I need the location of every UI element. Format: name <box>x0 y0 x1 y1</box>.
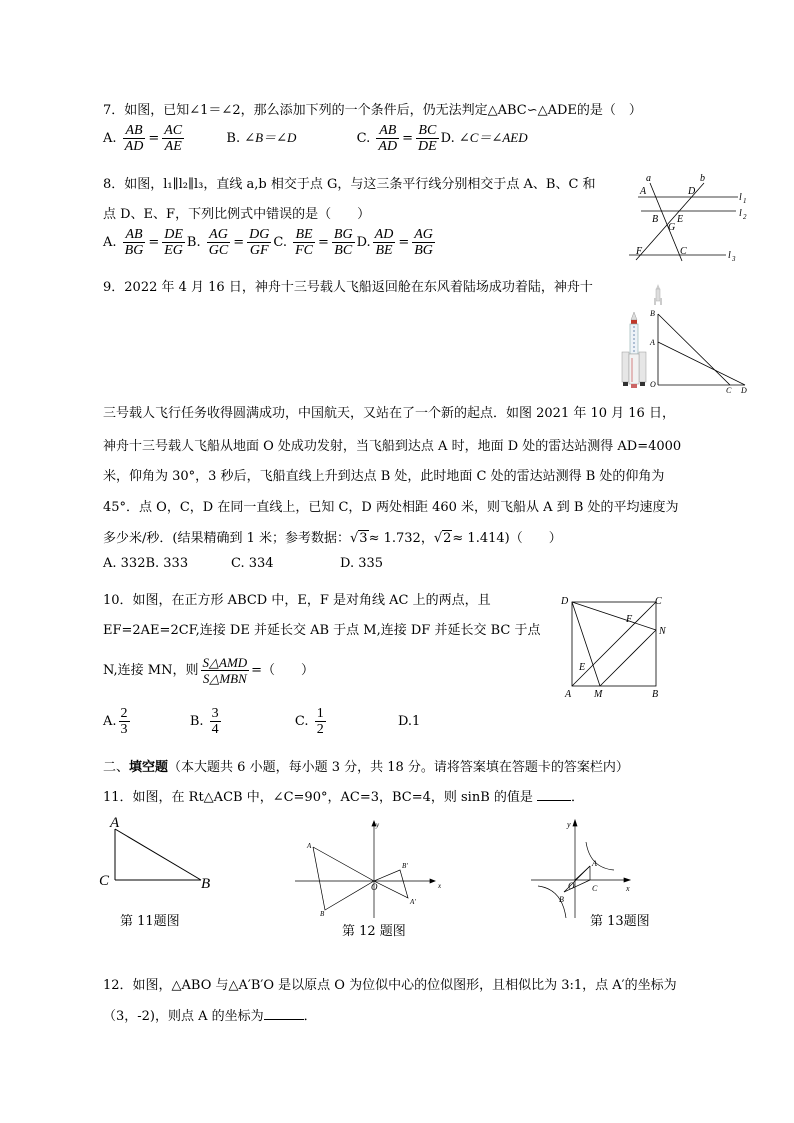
label-y: y <box>376 821 380 829</box>
label-M: M <box>594 689 603 700</box>
q11-figure-caption: 第 11题图 <box>120 914 180 929</box>
q10-option-b-frac: $\frac{3}{4}$ <box>211 706 219 737</box>
q9-line6-text: 多少米/秒．(结果精确到 1 米；参考数据： <box>103 531 350 546</box>
q7-option-c-label: C. <box>356 131 371 146</box>
q8-option-d-lhs: $\frac{AD}{BE}$ <box>374 227 394 258</box>
q10-option-a-label: A. <box>103 714 117 729</box>
label-l2: l <box>739 208 742 219</box>
label-x: x <box>626 884 630 893</box>
label-B: B <box>559 895 564 904</box>
q9-stem-line4: 米，仰角为 30°，3 秒后，飞船直线上升到达点 B 处，此时地面 C 处的雷达站测得 B 处的仰角为 <box>103 469 665 484</box>
q9-stem-line2: 三号载人飞行任务收得圆满成功，中国航天，又站在了一个新的起点．如图 2021 年 10 月 16 日， <box>103 406 675 421</box>
q8-option-a-rhs: $\frac{DE}{EG}$ <box>164 227 183 258</box>
q11-answer-blank[interactable] <box>537 788 571 801</box>
q12-line2-text: （3，-2)，则点 A 的坐标为 <box>103 1009 264 1024</box>
sqrt2-radicand: 2 <box>443 531 452 546</box>
sqrt-icon: √ <box>350 531 359 546</box>
q7-options: A. $\frac{AB}{AD}$ = $\frac{AC}{AE}$ B. ∠B＝∠D C. $\frac{AB}{AD}$ = $\frac{BC}{DE}$ D. ∠C＝∠AED <box>103 123 528 154</box>
q10-option-c-frac: $\frac{1}{2}$ <box>316 706 324 737</box>
label-C: C <box>99 873 110 889</box>
label-A: A <box>307 842 312 850</box>
q10-option-d: D.1 <box>397 714 421 729</box>
label-A: A <box>650 338 655 347</box>
label-F: F <box>626 614 633 625</box>
q12-stem-line1: 12．如图，△ABO 与△A′B′O 是以原点 O 为位似中心的位似图形，且相似比为 3:1，点 A′的坐标为 <box>103 978 677 993</box>
label-O: O <box>371 882 378 892</box>
q10-option-c-label: C. <box>294 714 309 729</box>
section2-heading <box>103 756 629 775</box>
label-l3: l <box>728 250 731 261</box>
sqrt3-radicand: 3 <box>359 531 368 546</box>
label-D: D <box>561 596 569 607</box>
q7-option-c-rhs: $\frac{BC}{DE}$ <box>418 123 437 154</box>
q7-option-a-rhs: $\frac{AC}{AE}$ <box>164 123 183 154</box>
q11-stem-end: ． <box>571 790 585 805</box>
label-E: E <box>677 214 684 225</box>
q9-option-ab: A. 332B. 333 <box>103 556 189 571</box>
label-A: A <box>110 815 120 831</box>
q7-option-b-text: ∠B＝∠D <box>244 130 297 145</box>
q9-radar-figure <box>650 308 750 393</box>
label-O: O <box>650 380 656 389</box>
label-C: C <box>680 246 687 257</box>
label-B: B <box>320 910 325 918</box>
q8-option-a-lhs: $\frac{AB}{BG}$ <box>124 227 144 258</box>
q10-stem-line2: EF=2AE=2CF,连接 DE 并延长交 AB 于点 M,连接 DF 并延长交 BC 于点 <box>103 623 541 638</box>
label-O: O <box>568 881 575 891</box>
label-C: C <box>726 386 732 395</box>
svg-text:3: 3 <box>732 255 736 263</box>
q7-option-a-label: A. <box>103 131 117 146</box>
q8-option-b-rhs: $\frac{DG}{GF}$ <box>249 227 270 258</box>
rocket-small-icon <box>653 284 663 308</box>
q10-stem-line3 <box>103 655 314 686</box>
q10-line3-post: =（ ） <box>251 663 315 678</box>
q8-option-b-lhs: $\frac{AG}{GC}$ <box>208 227 229 258</box>
label-B: B <box>201 876 211 892</box>
label-x: x <box>438 882 442 890</box>
q12-answer-blank[interactable] <box>264 1007 304 1020</box>
q8-stem-line1: 8．如图，l₁∥l₂∥l₃，直线 a,b 相交于点 G，与这三条平行线分别相交于点 A、B、C 和 <box>103 177 596 192</box>
label-B: B <box>652 689 659 700</box>
q9-option-d: D. 335 <box>340 556 384 571</box>
sqrt3-approx: ≈ 1.732， <box>368 531 434 546</box>
label-C: C <box>655 596 662 607</box>
q8-options: A. $\frac{AB}{BG}$ = $\frac{DE}{EG}$ B. $\frac{AG}{GC}$ = $\frac{DG}{GF}$ C. $\frac{BE}{FC}$ = $\frac{BG}{BC}$ D. $\frac{AD}{BE}$ = $\frac{AG}{BG}$ <box>103 227 433 258</box>
q8-option-d-label: D. <box>356 235 371 250</box>
q13-figure-caption: 第 13题图 <box>590 914 650 929</box>
q8-option-c-lhs: $\frac{BE}{FC}$ <box>295 227 313 258</box>
rocket-illustration <box>614 310 654 390</box>
q9-stem-line5: 45°．点 O，C，D 在同一直线上，已知 C，D 两处相距 460 米，则飞船从 A 到 B 处的平均速度为 <box>103 500 679 515</box>
q7-option-c-lhs: $\frac{AB}{AD}$ <box>378 123 398 154</box>
label-y: y <box>567 820 571 829</box>
label-N: N <box>659 626 666 637</box>
q12-stem-line2 <box>103 1005 317 1024</box>
label-b: b <box>700 173 705 184</box>
q12-line2-end: ． <box>303 1009 317 1024</box>
q9-option-c: C. 334 <box>231 556 274 571</box>
label-F: F <box>636 246 643 257</box>
q10-option-b-label: B. <box>189 714 204 729</box>
q7-option-d-text: ∠C＝∠AED <box>458 130 528 145</box>
label-D: D <box>688 186 696 197</box>
svg-text:2: 2 <box>743 213 747 221</box>
q7-option-a-lhs: $\frac{AB}{AD}$ <box>124 123 144 154</box>
q11-triangle-figure <box>95 814 225 894</box>
label-A-prime: A' <box>410 898 416 906</box>
q12-homothety-figure <box>290 818 450 918</box>
q7-stem: 7．如图，已知∠1＝∠2，那么添加下列的一个条件后，仍无法判定△ABC∽△ADE的是（ ） <box>103 103 642 118</box>
svg-text:1: 1 <box>743 197 747 205</box>
q8-option-c-label: C. <box>273 235 287 250</box>
q8-parallel-lines-figure <box>626 170 746 265</box>
label-A: A <box>640 186 647 197</box>
label-A: A <box>592 859 597 868</box>
label-B: B <box>650 309 655 318</box>
q8-option-c-rhs: $\frac{BG}{BC}$ <box>333 227 353 258</box>
label-E: E <box>579 662 586 673</box>
q12-figure-caption: 第 12 题图 <box>342 924 406 939</box>
label-B-prime: B' <box>402 862 408 870</box>
q9-stem-line6 <box>103 527 562 546</box>
q8-option-d-rhs: $\frac{AG}{BG}$ <box>414 227 433 258</box>
label-a: a <box>646 173 651 184</box>
section2-title: 填空题 <box>129 760 169 775</box>
label-G: G <box>668 222 676 233</box>
q8-option-b-label: B. <box>186 235 201 250</box>
q13-hyperbola-figure <box>528 818 668 918</box>
q8-option-a-label: A. <box>103 235 117 250</box>
q10-square-figure <box>558 594 673 702</box>
q7-option-d-label: D. <box>440 131 455 146</box>
label-D: D <box>741 386 747 395</box>
q10-options <box>103 706 420 737</box>
q10-option-a-frac: $\frac{2}{3}$ <box>120 706 128 737</box>
q11-stem <box>103 786 584 805</box>
sqrt-icon: √ <box>433 531 443 546</box>
q9-stem-line3: 神舟十三号载人飞船从地面 O 处成功发射，当飞船到达点 A 时，地面 D 处的雷达站测得 AD=4000 <box>103 439 682 454</box>
label-B: B <box>652 214 659 225</box>
q10-line3-text: N,连接 MN，则 <box>103 663 199 678</box>
q10-area-ratio: $\frac{\text{S△AMD}}{\text{S△MBN}}$ <box>202 655 248 686</box>
q10-stem-line1: 10．如图，在正方形 ABCD 中，E，F 是对角线 AC 上的两点，且 <box>103 593 491 608</box>
section2-note: （本大题共 6 小题，每小题 3 分，共 18 分。请将答案填在答题卡的答案栏内） <box>168 760 629 775</box>
q11-stem-text: 11．如图，在 Rt△ACB 中，∠C=90°，AC=3，BC=4，则 sinB 的值是 <box>103 790 533 805</box>
q7-option-b-label: B. <box>226 131 241 146</box>
section2-number: 二、 <box>103 760 130 775</box>
q8-stem-line2: 点 D、E、F，下列比例式中错误的是（ ） <box>103 207 371 222</box>
label-A: A <box>565 689 572 700</box>
label-C: C <box>592 884 598 893</box>
q9-stem-line1: 9．2022 年 4 月 16 日，神舟十三号载人飞船返回舱在东风着陆场成功着陆，神舟十 <box>103 280 593 295</box>
sqrt2-approx: ≈ 1.414)（ ） <box>452 531 562 546</box>
label-l1: l <box>739 192 742 203</box>
